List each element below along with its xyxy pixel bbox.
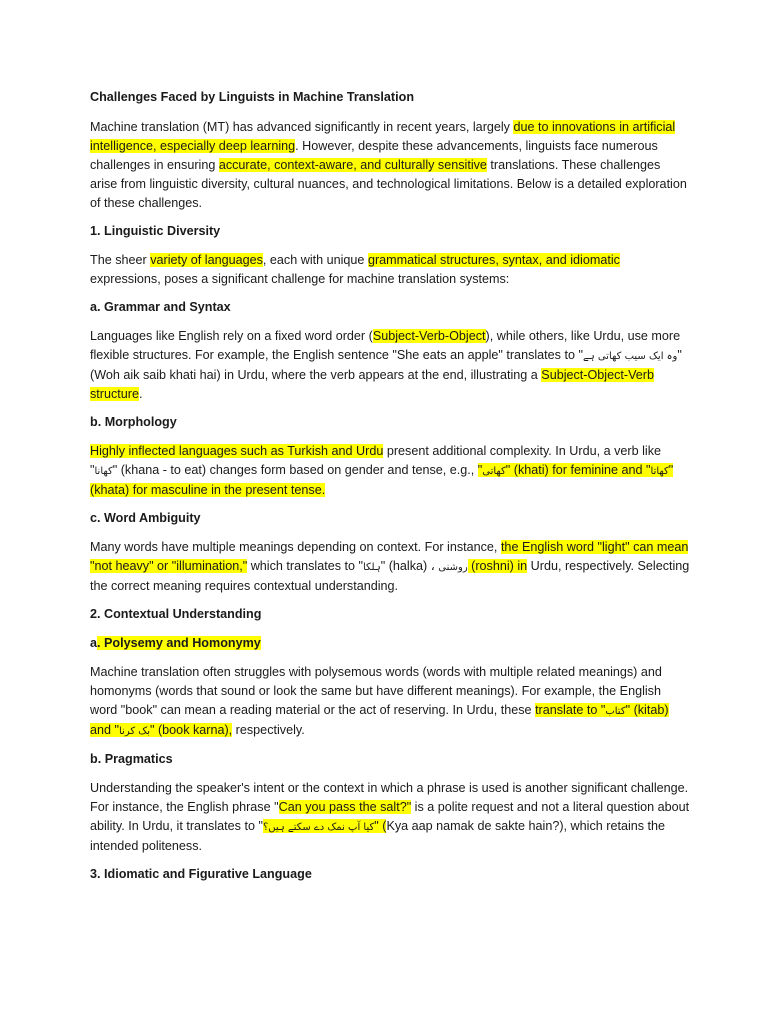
text-run: translations. These challenges arise from linguistic diversity, cultural nuances, and technological limitations. Below is a detailed exploration of these challenges. (90, 158, 687, 210)
text-run: respectively. (232, 723, 305, 737)
heading-polysemy-homonymy (90, 634, 690, 653)
text-run: " (khata) for masculine in the present tense. (90, 463, 674, 497)
highlighted-text (263, 819, 387, 833)
highlighted-text: the English word "light" can mean "not heavy" or "illumination," (90, 540, 689, 573)
urdu-text: ہلکا (362, 562, 381, 573)
heading-idiomatic-language: 3. Idiomatic and Figurative Language (90, 867, 312, 881)
text-run: " (khana - to eat) changes form based on gender and tense, e.g., (112, 463, 478, 477)
intro-paragraph (90, 118, 690, 213)
text-run: Urdu, respectively. Selecting the correct meaning requires contextual understanding. (90, 559, 690, 593)
morphology-paragraph (90, 442, 690, 500)
text-run: . (139, 387, 143, 401)
text-run: ), while others, like Urdu, use more flexible structures. For example, the English sentence "She eats an apple" translates to " (90, 329, 681, 362)
heading-pragmatics: b. Pragmatics (90, 752, 173, 766)
heading-grammar-syntax: a. Grammar and Syntax (90, 300, 231, 314)
urdu-text: کتاب (605, 706, 626, 717)
text-run: . However, despite these advancements, linguists face numerous challenges in ensuring (90, 139, 658, 172)
text-run: " ( (374, 819, 387, 833)
highlighted-text: Subject-Object-Verb structure (90, 368, 654, 401)
text-run: a (90, 636, 98, 650)
highlighted-text: Highly inflected languages such as Turkish and Urdu (90, 444, 384, 458)
grammar-syntax-paragraph (90, 327, 690, 404)
text-run: " (477, 463, 483, 477)
heading-morphology: b. Morphology (90, 415, 177, 429)
text-run: " (halka) ، (380, 559, 439, 573)
highlighted-text: Can you pass the salt?" (278, 800, 412, 814)
text-run: The sheer (90, 253, 151, 267)
highlighted-text: due to innovations in artificial intelligence, especially deep learning (90, 120, 676, 153)
text-run: expressions, poses a significant challenge for machine translation systems: (90, 272, 510, 286)
pragmatics-paragraph (90, 779, 690, 856)
urdu-text: کھانا (94, 466, 113, 477)
text-run: " (book karna), (150, 723, 233, 737)
text-run: which translates to " (247, 559, 363, 573)
urdu-text: وہ ایک سیب کھاتی ہے (582, 351, 678, 362)
highlighted-text: variety of languages (150, 253, 263, 267)
text-run: , each with unique (262, 253, 368, 267)
heading-word-ambiguity: c. Word Ambiguity (90, 511, 201, 525)
polysemy-paragraph (90, 663, 690, 741)
highlighted-text: Subject-Verb-Object (372, 329, 486, 343)
heading-contextual-understanding: 2. Contextual Understanding (90, 607, 262, 621)
urdu-text: کیا آپ نمک دے سکتے ہیں؟ (262, 822, 375, 833)
urdu-text: روشنی (438, 562, 468, 573)
highlighted-text: . Polysemy and Homonymy (97, 636, 261, 650)
urdu-text: بک کرنا (118, 726, 151, 737)
document-title: Challenges Faced by Linguists in Machine Translation (90, 90, 415, 104)
urdu-text: کھاتا (650, 466, 669, 477)
linguistic-diversity-paragraph (90, 251, 690, 289)
text-run: " (khati) for feminine and " (505, 463, 651, 477)
highlighted-text: grammatical structures, syntax, and idiomatic (367, 253, 620, 267)
text-run: Languages like English rely on a fixed word order ( (90, 329, 373, 343)
highlighted-text: (roshni) in (467, 559, 528, 573)
text-run: Kya aap namak de sakte hain?), which retains the intended politeness. (90, 819, 666, 853)
text-run: Many words have multiple meanings depending on context. For instance, (90, 540, 501, 554)
heading-linguistic-diversity: 1. Linguistic Diversity (90, 224, 221, 238)
text-run: present additional complexity. In Urdu, a verb like " (90, 444, 661, 477)
text-run: is a polite request and not a literal question about ability. In Urdu, it translates to " (90, 800, 690, 833)
text-run: Machine translation (MT) has advanced significantly in recent years, largely (90, 120, 514, 134)
document-page (90, 88, 690, 894)
highlighted-text: accurate, context-aware, and culturally sensitive (218, 158, 487, 172)
word-ambiguity-paragraph (90, 538, 690, 596)
text-run: Machine translation often struggles with polysemous words (words with multiple related meanings) and homonyms (words that sound or look the same but have different meanings). For example, the English word "book" can mean a reading material or the act of reserving. In Urdu, these (90, 665, 662, 717)
urdu-text: کھاتی (482, 466, 506, 477)
text-run: Understanding the speaker's intent or the context in which a phrase is used is another significant challenge. For instance, the English phrase " (90, 781, 689, 814)
text-run: translate to " (535, 703, 606, 717)
text-run: " (kitab) and " (90, 703, 669, 737)
text-run: " (Woh aik saib khati hai) in Urdu, where the verb appears at the end, illustrating a (90, 348, 682, 382)
